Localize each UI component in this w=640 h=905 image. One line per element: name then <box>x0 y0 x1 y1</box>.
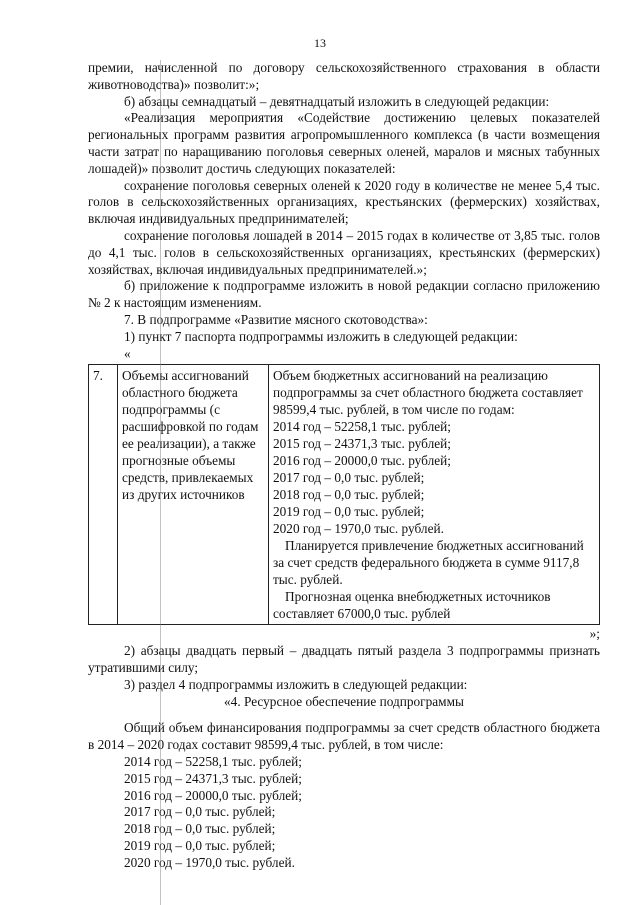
funding-year-line: 2018 год – 0,0 тыс. рублей; <box>124 821 276 837</box>
table-cell-label: Объемы ассигнований областного бюджета подпрограммы (с расшифровкой по годам ее реализации), а также прогнозные объемы средств, привлекаемых из других источников <box>118 365 269 625</box>
paragraph: премии, начисленной по договору сельскохозяйственного страхования в области животноводства)» позволит:»; <box>88 60 600 92</box>
paragraph: 1) пункт 7 паспорта подпрограммы изложить в следующей редакции: <box>124 328 518 344</box>
opening-quote: « <box>124 345 131 361</box>
funding-year-line: 2019 год – 0,0 тыс. рублей; <box>124 837 276 853</box>
table-year-line: 2016 год – 20000,0 тыс. рублей; <box>273 453 451 469</box>
paragraph: 2) абзацы двадцать первый – двадцать пятый раздела 3 подпрограммы признать утратившими силу; <box>88 643 600 675</box>
table-cell-content <box>269 365 600 625</box>
table-year-line: 2018 год – 0,0 тыс. рублей; <box>273 487 425 503</box>
scan-fold-line <box>160 60 161 905</box>
document-body <box>88 60 600 872</box>
paragraph: сохранение поголовья северных оленей к 2020 году в количестве не менее 5,4 тыс. голов в сельскохозяйственных организациях, крестьянских (фермерских) хозяйствах, включая индивидуальных предпринимателей; <box>88 177 600 227</box>
funding-intro: Общий объем финансирования подпрограммы за счет средств областного бюджета в 2014 – 2020 годах составит 98599,4 тыс. рублей, в том числе: <box>88 720 600 753</box>
funding-year-line: 2017 год – 0,0 тыс. рублей; <box>124 804 276 820</box>
section-heading: «4. Ресурсное обеспечение подпрограммы <box>224 693 464 709</box>
passport-table <box>88 364 600 625</box>
table-cell-number: 7. <box>89 365 118 625</box>
funding-year-line: 2014 год – 52258,1 тыс. рублей; <box>124 753 302 769</box>
table-federal: Планируется привлечение бюджетных ассигнований за счет средств федерального бюджета в сумме 9117,8 тыс. рублей. <box>273 538 584 588</box>
paragraph: «Реализация мероприятия «Содействие достижению целевых показателей региональных программ развития агропромышленного комплекса (в части возмещения части затрат по наращиванию поголовья северных оленей, маралов и мясных табунных лошадей)» позволит достичь следующих показателей: <box>88 110 600 176</box>
table-year-line: 2014 год – 52258,1 тыс. рублей; <box>273 419 451 435</box>
funding-year-line: 2016 год – 20000,0 тыс. рублей; <box>124 787 302 803</box>
funding-year-line: 2020 год – 1970,0 тыс. рублей. <box>124 854 295 870</box>
table-row <box>89 365 600 625</box>
closing-quote: »; <box>589 626 600 642</box>
paragraph: б) приложение к подпрограмме изложить в новой редакции согласно приложению № 2 к настоящим изменениям. <box>88 278 600 311</box>
table-year-line: 2019 год – 0,0 тыс. рублей; <box>273 504 425 520</box>
table-year-line: 2020 год – 1970,0 тыс. рублей. <box>273 521 444 537</box>
table-year-line: 2015 год – 24371,3 тыс. рублей; <box>273 436 451 452</box>
table-offbudget: Прогнозная оценка внебюджетных источников составляет 67000,0 тыс. рублей <box>273 589 551 622</box>
table-intro: Объем бюджетных ассигнований на реализацию подпрограммы за счет областного бюджета составляет 98599,4 тыс. рублей, в том числе по годам: <box>273 368 583 418</box>
paragraph: сохранение поголовья лошадей в 2014 – 2015 годах в количестве от 3,85 тыс. голов до 4,1 тыс. голов в сельскохозяйственных организациях, крестьянских (фермерских) хозяйствах, включая индивидуальных предпринимателей.»; <box>88 227 600 277</box>
funding-year-line: 2015 год – 24371,3 тыс. рублей; <box>124 770 302 786</box>
page-number: 13 <box>314 36 326 50</box>
paragraph: б) абзацы семнадцатый – девятнадцатый изложить в следующей редакции: <box>124 93 550 109</box>
paragraph: 3) раздел 4 подпрограммы изложить в следующей редакции: <box>124 676 468 692</box>
table-year-line: 2017 год – 0,0 тыс. рублей; <box>273 470 425 486</box>
paragraph: 7. В подпрограмме «Развитие мясного скотоводства»: <box>124 311 428 327</box>
